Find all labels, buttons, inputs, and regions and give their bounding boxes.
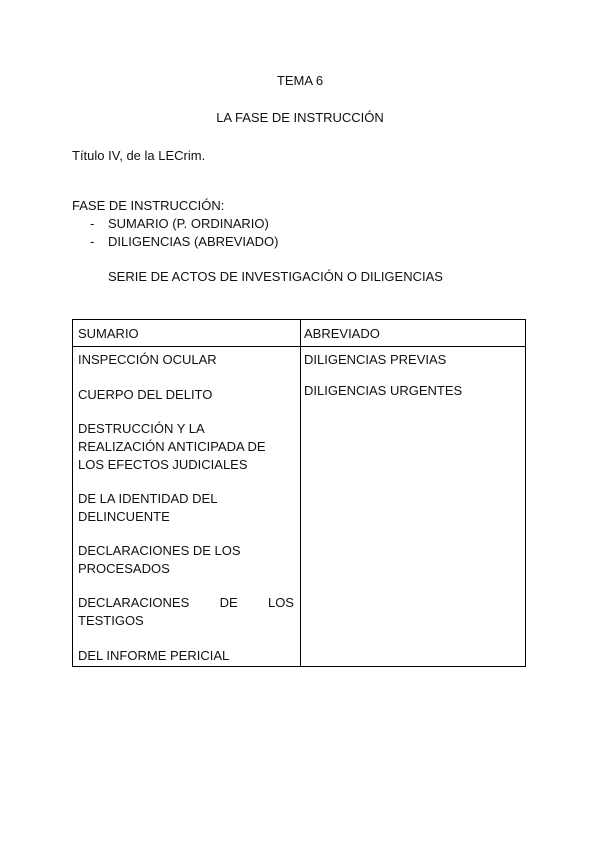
sumario-item: DEL INFORME PERICIAL [78, 648, 230, 663]
sumario-item: REALIZACIÓN ANTICIPADA DE [78, 439, 266, 454]
sumario-item: DESTRUCCIÓN Y LA [78, 421, 205, 436]
sumario-item: TESTIGOS [78, 613, 144, 628]
sumario-item: DE LA IDENTIDAD DEL [78, 491, 218, 506]
sumario-item: LOS EFECTOS JUDICIALES [78, 457, 248, 472]
sumario-item: DELINCUENTE [78, 509, 170, 524]
header-sumario: SUMARIO [78, 326, 139, 341]
intro-heading: FASE DE INSTRUCCIÓN: [72, 198, 225, 213]
header-abreviado: ABREVIADO [304, 326, 380, 341]
diligencias-table [72, 319, 526, 667]
table-header-divider [73, 346, 525, 347]
subtitle-reference: Título IV, de la LECrim. [72, 148, 206, 163]
sumario-item: INSPECCIÓN OCULAR [78, 352, 217, 367]
list-bullet: - [90, 216, 95, 231]
tema-number: TEMA 6 [276, 73, 324, 88]
abreviado-item: DILIGENCIAS URGENTES [304, 383, 463, 398]
sumario-item: DECLARACIONES DE LOS [78, 543, 241, 558]
list-item-diligencias: DILIGENCIAS (ABREVIADO) [108, 234, 279, 249]
page-title: LA FASE DE INSTRUCCIÓN [216, 110, 384, 125]
sumario-item-justified [78, 594, 294, 612]
table-column-divider [300, 320, 301, 666]
word: DE [219, 595, 238, 610]
list-item-sumario: SUMARIO (P. ORDINARIO) [108, 216, 269, 231]
abreviado-item: DILIGENCIAS PREVIAS [304, 352, 447, 367]
sumario-item: CUERPO DEL DELITO [78, 387, 213, 402]
serie-line: SERIE DE ACTOS DE INVESTIGACIÓN O DILIGENCIAS [108, 269, 443, 284]
word: DECLARACIONES [78, 595, 190, 610]
word: LOS [267, 595, 294, 610]
list-bullet: - [90, 234, 95, 249]
sumario-item: PROCESADOS [78, 561, 170, 576]
